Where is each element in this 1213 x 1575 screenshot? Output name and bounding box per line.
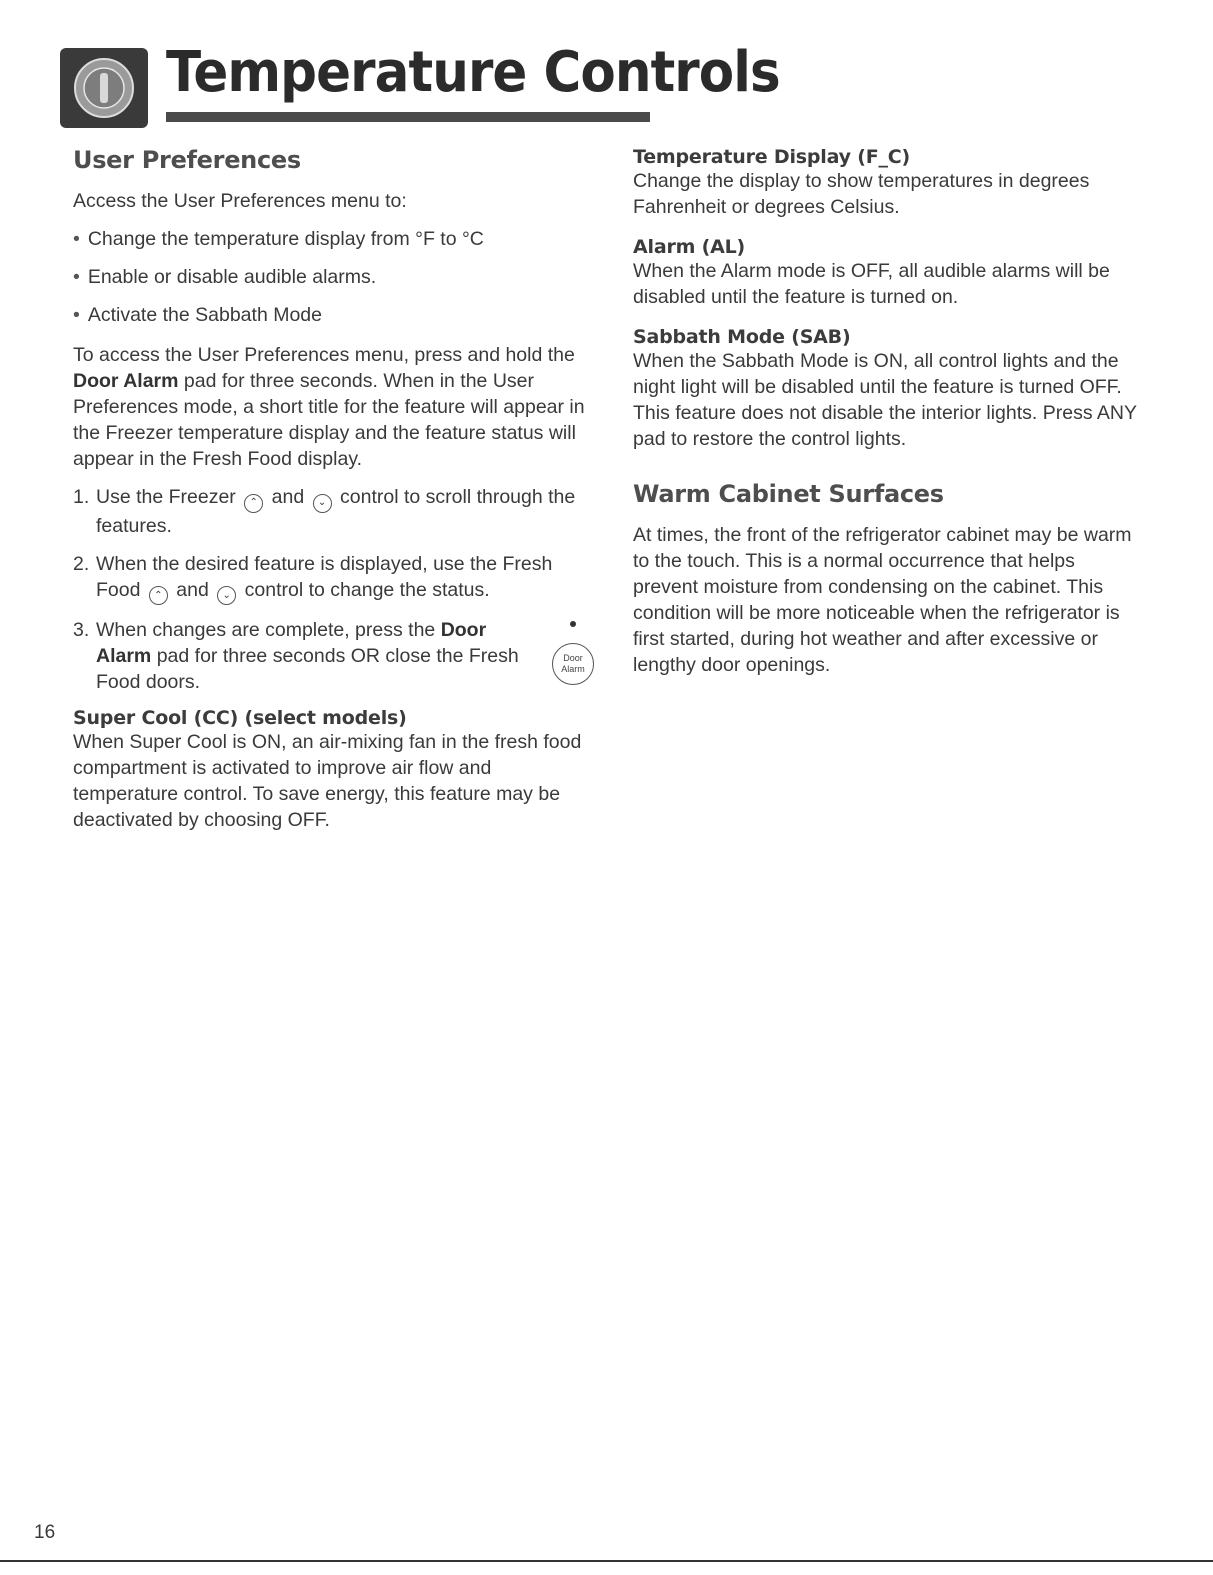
steps-list bbox=[73, 484, 588, 695]
intro-text: Access the User Preferences menu to: bbox=[73, 190, 407, 212]
down-arrow-icon: ⌄ bbox=[217, 586, 236, 605]
indicator-dot-icon bbox=[570, 621, 576, 627]
temperature-display-text: Change the display to show temperatures in degrees Fahrenheit or degrees Celsius. bbox=[633, 170, 1090, 218]
dial-icon bbox=[60, 48, 148, 128]
access-paragraph: To access the User Preferences menu, press and hold the Door Alarm pad for three seconds. When in the User Preferences mode, a short title for the feature will appear in the Freezer temperature display and the feature status will appear in the Fresh Food display. bbox=[73, 344, 585, 470]
warm-cabinet-heading: Warm Cabinet Surfaces bbox=[633, 480, 944, 508]
temperature-display-heading: Temperature Display (F_C) bbox=[633, 146, 911, 168]
warm-cabinet-text: At times, the front of the refrigerator cabinet may be warm to the touch. This is a normal occurrence that helps prevent moisture from condensing on the cabinet. This condition will be more noticeable when the refrigerator is first started, during hot weather and after excessive or lengthy door openings. bbox=[633, 524, 1132, 676]
super-cool-text: When Super Cool is ON, an air-mixing fan in the fresh food compartment is activated to improve air flow and temperature control. To save energy, this feature may be deactivated by choosing OFF. bbox=[73, 731, 582, 831]
up-arrow-icon: ⌃ bbox=[244, 494, 263, 513]
right-column bbox=[633, 146, 1143, 678]
super-cool-heading: Super Cool (CC) (select models) bbox=[73, 707, 407, 729]
list-item: • Activate the Sabbath Mode bbox=[73, 302, 588, 328]
list-item: • Change the temperature display from °F to °C bbox=[73, 226, 588, 252]
sabbath-mode-heading: Sabbath Mode (SAB) bbox=[633, 326, 851, 348]
user-preferences-heading: User Preferences bbox=[73, 146, 301, 174]
step-1: 1. Use the Freezer ⌃ and ⌄ control to scroll through the features. bbox=[73, 486, 576, 537]
step-2: 2. When the desired feature is displayed, use the Fresh Food ⌃ and ⌄ control to change the status. bbox=[73, 551, 588, 606]
up-arrow-icon: ⌃ bbox=[149, 586, 168, 605]
down-arrow-icon: ⌄ bbox=[313, 494, 332, 513]
alarm-text: When the Alarm mode is OFF, all audible alarms will be disabled until the feature is turned on. bbox=[633, 260, 1110, 308]
sabbath-mode-text: When the Sabbath Mode is ON, all control lights and the night light will be disabled until the feature is turned OFF. This feature does not disable the interior lights. Press ANY pad to restore the control lights. bbox=[633, 350, 1137, 450]
page-header bbox=[60, 40, 780, 130]
footer-rule bbox=[0, 1560, 1213, 1562]
preferences-list bbox=[73, 226, 588, 328]
left-column bbox=[73, 146, 588, 833]
alarm-heading: Alarm (AL) bbox=[633, 236, 746, 258]
title-underline bbox=[166, 112, 650, 122]
page-number: 16 bbox=[34, 1522, 56, 1543]
list-item: • Enable or disable audible alarms. bbox=[73, 264, 588, 290]
page-title: Temperature Controls bbox=[166, 40, 780, 105]
step-3: 3. When changes are complete, press the Door Alarm pad for three seconds OR close the Fresh Food doors. Door Alarm bbox=[73, 617, 588, 695]
door-alarm-pad-icon: Door Alarm bbox=[552, 643, 594, 685]
